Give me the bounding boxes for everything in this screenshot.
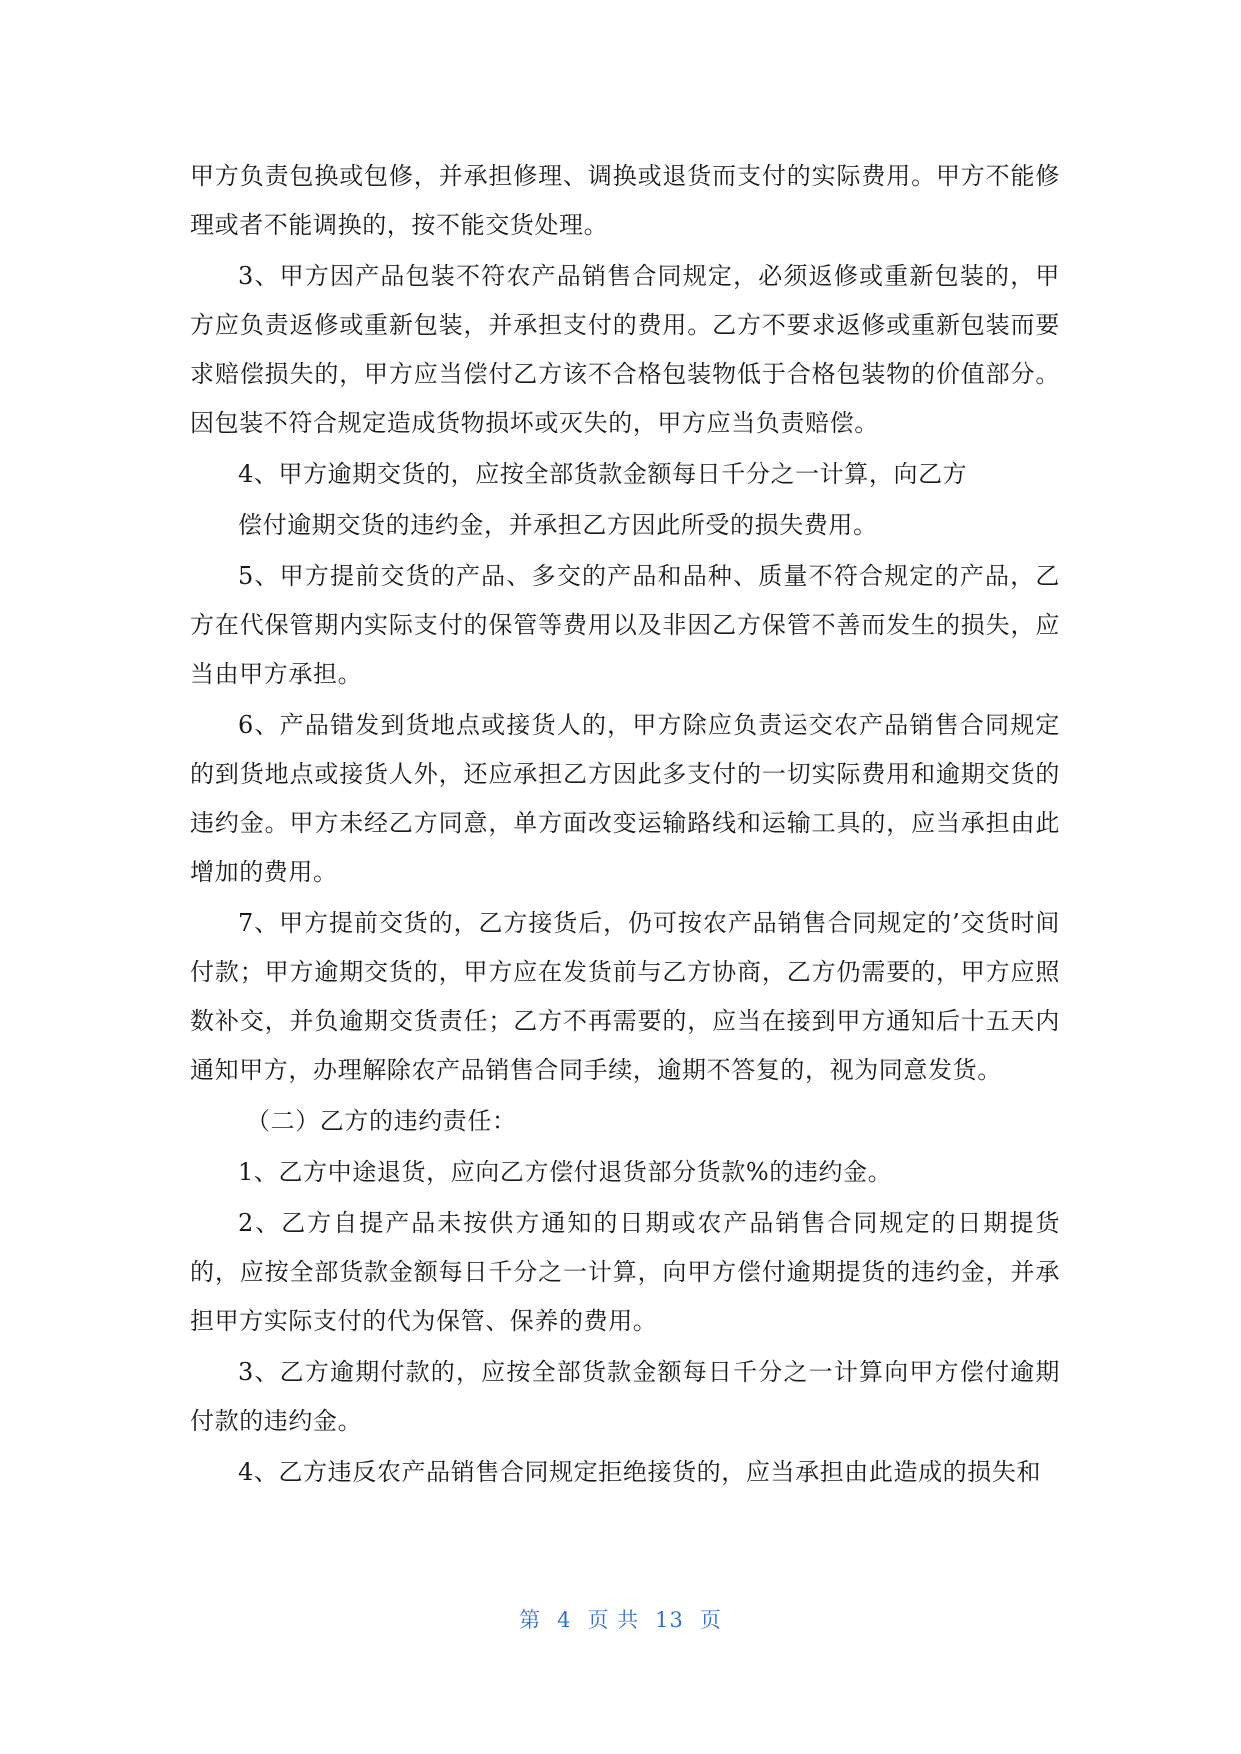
footer-middle: 页 共 (587, 1608, 640, 1632)
paragraph-b-item-2-pickup: 2、乙方自提产品未按供方通知的日期或农产品销售合同规定的日期提货的，应按全部货款金额每日千分之一计算，向甲方偿付逾期提货的违约金，并承担甲方实际支付的代为保管、保养的费用。 (190, 1209, 1060, 1335)
paragraph-item-3-packaging: 3、甲方因产品包装不符农产品销售合同规定，必须返修或重新包装的，甲方应负责返修或重新包装，并承担支付的费用。乙方不要求返修或重新包装而要求赔偿损失的，甲方应当偿付乙方该不合格包装物低于合格包装物的价值部分。因包装不符合规定造成货物损坏或灭失的，甲方应当负责赔偿。 (190, 262, 1060, 437)
footer-total-pages: 13 (655, 1608, 684, 1632)
footer-current-page: 4 (557, 1608, 572, 1632)
paragraph-continuation: 甲方负责包换或包修，并承担修理、调换或退货而支付的实际费用。甲方不能修理或者不能调换的，按不能交货处理。 (190, 162, 1060, 239)
paragraph-b-item-1-return: 1、乙方中途退货，应向乙方偿付退货部分货款%的违约金。 (238, 1158, 893, 1186)
document-body (190, 152, 1060, 1499)
paragraph-item-5-early-delivery: 5、甲方提前交货的产品、多交的产品和品种、质量不符合规定的产品，乙方在代保管期内实际支付的保管等费用以及非因乙方保管不善而发生的损失，应当由甲方承担。 (190, 562, 1060, 688)
paragraph-b-item-3-late-payment: 3、乙方逾期付款的，应按全部货款金额每日千分之一计算向甲方偿付逾期付款的违约金。 (190, 1358, 1060, 1435)
footer-suffix: 页 (699, 1608, 722, 1632)
paragraph-item-4-late-delivery: 4、甲方逾期交货的，应按全部货款金额每日千分之一计算，向乙方 (238, 460, 968, 488)
paragraph-item-7-payment-timing: 7、甲方提前交货的，乙方接货后，仍可按农产品销售合同规定的’交货时间付款；甲方逾期交货的，甲方应在发货前与乙方协商，乙方仍需要的，甲方应照数补交，并负逾期交货责任；乙方不再需要的，应当在接到甲方通知后十五天内通知甲方，办理解除农产品销售合同手续，逾期不答复的，视为同意发货。 (190, 909, 1060, 1084)
paragraph-b-item-4-refusal: 4、乙方违反农产品销售合同规定拒绝接货的，应当承担由此造成的损失和 (238, 1458, 1042, 1486)
paragraph-item-6-misdelivery: 6、产品错发到货地点或接货人的，甲方除应负责运交农产品销售合同规定的到货地点或接货人外，还应承担乙方因此多支付的一切实际费用和逾期交货的违约金。甲方未经乙方同意，单方面改变运输路线和运输工具的，应当承担由此增加的费用。 (190, 711, 1060, 886)
page-number-footer (0, 1604, 1241, 1634)
footer-prefix: 第 (519, 1608, 542, 1632)
section-heading-party-b-liability: （二）乙方的违约责任： (246, 1107, 517, 1135)
paragraph-item-4-continuation: 偿付逾期交货的违约金，并承担乙方因此所受的损失费用。 (238, 511, 878, 539)
